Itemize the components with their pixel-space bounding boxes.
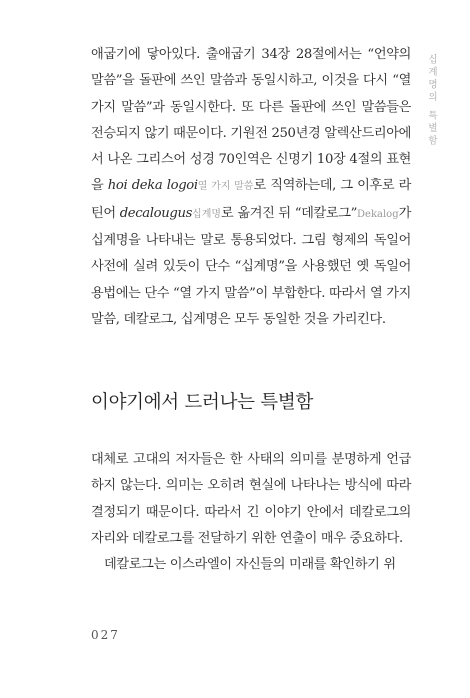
latin-term: decalougus	[119, 205, 193, 221]
gloss: Dekalog	[357, 208, 399, 220]
text-run: 로 옮겨진 뒤 “데칼로그”	[221, 205, 358, 221]
body-text-block	[91, 42, 411, 333]
text-run: 로 직역하는데, 그 이후로 라틴어	[91, 178, 411, 221]
latin-term: hoi deka logoi	[107, 178, 198, 194]
paragraph: 대체로 고대의 저자들은 한 사태의 의미를 분명하게 언급하지 않는다. 의미는 오히려 현실에 나타나는 방식에 따라 결정되기 때문이다. 따라서 긴 이야기 안에서 데칼로그의 자리와 데칼로그를 전달하기 위한 연출이 매우 중요하다.	[91, 452, 411, 546]
gloss: 십계명	[192, 208, 222, 220]
gloss: 열 가지 말씀	[197, 181, 254, 193]
text-run: 가 십계명을 나타내는 말로 통용되었다. 그림 형제의 독일어 사전에 실려 있듯이 단수 “십계명”을 사용했던 옛 독일어 용법에는 단수 “열 가지 말씀”이 부합한다. 따라서 열 가지 말씀, 데칼로그, 십계명은 모두 동일한 것을 가리킨다.	[91, 205, 411, 327]
running-head: 십계명의 특별함	[426, 54, 437, 148]
paragraph	[91, 42, 411, 333]
page-number: 027	[91, 628, 120, 642]
body-text-block	[91, 447, 411, 578]
text-run: 애굽기에 닿아있다. 출애굽기 34장 28절에서는 “언약의 말씀”을 돌판에 쓰인 말씀과 동일시하고, 이것을 다시 “열 가지 말씀”과 동일시한다. 또 다른 돌판에 쓰인 말씀들은 전승되지 않기 때문이다. 기원전 250년경 알렉산드리아에서 나온 그리스어 성경 70인역은 신명기 10장 4절의 표현을	[91, 47, 411, 194]
paragraph: 데칼로그는 이스라엘이 자신들의 미래를 확인하기 위	[104, 557, 396, 573]
section-title: 이야기에서 드러나는 특별함	[91, 392, 314, 413]
